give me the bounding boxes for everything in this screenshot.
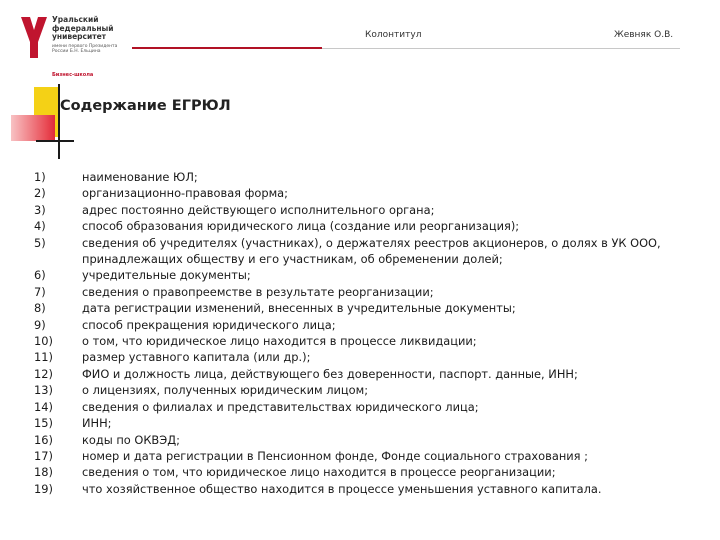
logo-subtext: имени первого Президента России Б.Н. Ельцина (52, 44, 118, 54)
list-item (34, 235, 694, 268)
list-item (34, 333, 694, 349)
list-item-number: 11) (34, 350, 53, 365)
decor-red-rectangle (11, 115, 55, 141)
slide-title: Содержание ЕГРЮЛ (60, 98, 231, 114)
list-item-number: 2) (34, 186, 46, 201)
list-item-text: наименование ЮЛ; (82, 170, 198, 184)
list-item-text: сведения о том, что юридическое лицо находится в процессе реорганизации; (82, 465, 556, 480)
list-item-text: о том, что юридическое лицо находится в процессе ликвидации; (82, 334, 477, 349)
logo-red-text: Бизнес-школа (52, 72, 94, 78)
decor-vertical-line (58, 84, 60, 159)
list-item-text: коды по ОКВЭД; (82, 432, 180, 447)
university-logo (18, 14, 128, 78)
list-item-text: ИНН; (82, 416, 112, 431)
list-item-number: 16) (34, 432, 53, 447)
list-item-text: способ образования юридического лица (создание или реорганизация); (82, 219, 520, 234)
header-author: Жевняк О.В. (614, 30, 674, 40)
list-item-number: 19) (34, 481, 53, 496)
list-item-text: размер уставного капитала (или др.); (82, 350, 311, 365)
list-item (34, 300, 694, 316)
list-item (34, 169, 694, 185)
list-item-number: 10) (34, 334, 53, 349)
list-item-number: 12) (34, 366, 53, 381)
list-item-number: 9) (34, 317, 46, 332)
list-item (34, 284, 694, 300)
list-item (34, 366, 694, 382)
list-item-text: сведения об учредителях (участниках), о держателях реестров акционеров, о долях в УК ООО, принадлежащих обществу и его участникам, об обременении долей; (82, 235, 661, 267)
list-item-text: ФИО и должность лица, действующего без доверенности, паспорт. данные, ИНН; (82, 366, 578, 381)
egrul-content-list (34, 169, 694, 497)
list-item (34, 382, 694, 398)
list-item-text: номер и дата регистрации в Пенсионном фонде, Фонде социального страхования ; (82, 448, 588, 463)
list-item-number: 15) (34, 416, 53, 431)
list-item-number: 17) (34, 448, 53, 463)
logo-text: Уральский федеральный университет (52, 15, 114, 41)
list-item-text: организационно-правовая форма; (82, 186, 289, 201)
list-item-text: сведения о правопреемстве в результате реорганизации; (82, 284, 434, 299)
list-item-number: 7) (34, 284, 46, 299)
list-item-text: о лицензиях, полученных юридическим лицом; (82, 383, 369, 398)
list-item (34, 185, 694, 201)
list-item (34, 448, 694, 464)
list-item-number: 4) (34, 219, 46, 234)
decor-horizontal-line (36, 140, 74, 142)
list-item (34, 267, 694, 283)
list-item (34, 481, 694, 497)
list-item (34, 218, 694, 234)
list-item-number: 14) (34, 399, 53, 414)
list-item-number: 6) (34, 268, 46, 283)
list-item (34, 399, 694, 415)
university-logo-icon (18, 14, 50, 60)
list-item-text: учредительные документы; (82, 268, 251, 283)
list-item-text: что хозяйственное общество находится в процессе уменьшения уставного капитала. (82, 481, 602, 496)
list-item-number: 5) (34, 235, 46, 250)
list-item-text: сведения о филиалах и представительствах юридического лица; (82, 399, 479, 414)
list-item (34, 317, 694, 333)
list-item-text: дата регистрации изменений, внесенных в учредительные документы; (82, 301, 516, 316)
header-kolontitul: Колонтитул (365, 30, 422, 40)
list-item-number: 18) (34, 465, 53, 480)
list-item-text: адрес постоянно действующего исполнительного органа; (82, 202, 435, 217)
list-item-number: 1) (34, 170, 46, 184)
list-item (34, 464, 694, 480)
list-item-number: 13) (34, 383, 53, 398)
header-accent-line (132, 47, 322, 49)
list-item (34, 432, 694, 448)
list-item-number: 8) (34, 301, 46, 316)
list-item-number: 3) (34, 202, 46, 217)
list-item (34, 415, 694, 431)
list-item (34, 202, 694, 218)
list-item-text: способ прекращения юридического лица; (82, 317, 336, 332)
list-item (34, 349, 694, 365)
